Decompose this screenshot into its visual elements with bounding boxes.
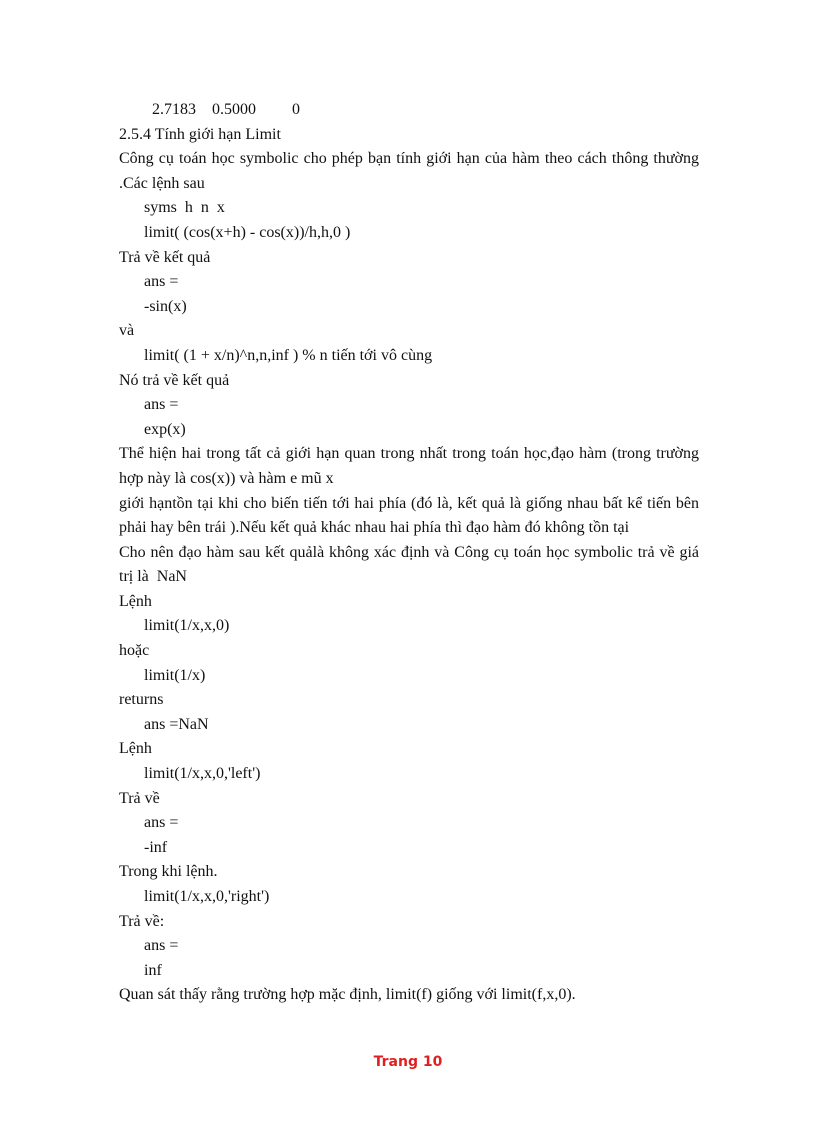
paragraph-line: trị là NaN — [119, 568, 187, 586]
paragraph-line: Lệnh — [119, 740, 152, 758]
paragraph-line: Trả về: — [119, 912, 165, 930]
code-line: limit(1/x,x,0) — [144, 617, 230, 635]
paragraph-line: .Các lệnh sau — [119, 174, 205, 192]
code-line: limit(1/x,x,0,'right') — [144, 888, 270, 905]
paragraph-line: Trả về — [119, 789, 160, 807]
paragraph-line: Quan sát thấy rằng trường hợp mặc định, limit(f) giống với limit(f,x,0). — [119, 986, 576, 1004]
paragraph-line: Lệnh — [119, 592, 152, 610]
code-line: ans = — [144, 937, 179, 955]
code-line: ans = — [144, 814, 179, 832]
paragraph-line: phải hay bên trái ).Nếu kết quả khác nhau hai phía thì đạo hàm đó không tồn tại — [119, 519, 630, 537]
code-line: ans = — [144, 396, 179, 414]
section-heading: 2.5.4 Tính giới hạn Limit — [119, 125, 281, 143]
code-line: ans = — [144, 273, 179, 291]
paragraph-line: hợp này là cos(x)) và hàm e mũ x — [119, 469, 334, 487]
page-number: Trang 10 — [373, 1054, 443, 1070]
code-line: limit(1/x) — [144, 666, 206, 684]
result-values-line: 2.7183 0.5000 0 — [152, 101, 300, 118]
code-line: -sin(x) — [144, 297, 187, 315]
paragraph-line: hoặc — [119, 642, 150, 660]
code-line: -inf — [144, 838, 168, 856]
code-line: limit( (1 + x/n)^n,n,inf ) % n tiến tới vô cùng — [144, 346, 433, 364]
document-body — [119, 98, 699, 1008]
paragraph-line: Cho nên đạo hàm sau kết quảlà không xác định và Công cụ toán học symbolic trả về giá — [119, 543, 699, 561]
paragraph-line: Trả về kết quả — [119, 248, 211, 266]
code-line: exp(x) — [144, 420, 186, 438]
paragraph-line: Công cụ toán học symbolic cho phép bạn tính giới hạn của hàm theo cách thông thường — [119, 150, 699, 168]
code-line: limit( (cos(x+h) - cos(x))/h,h,0 ) — [144, 223, 351, 241]
code-line: inf — [144, 961, 162, 979]
paragraph-line: Trong khi lệnh. — [119, 863, 218, 881]
code-line: syms h n x — [144, 199, 225, 217]
code-line: ans =NaN — [144, 715, 209, 733]
paragraph-line: Thể hiện hai trong tất cả giới hạn quan trong nhất trong toán học,đạo hàm (trong trường — [119, 445, 699, 463]
paragraph-line: giới hạntồn tại khi cho biến tiến tới hai phía (đó là, kết quả là giống nhau bất kể tiến bên — [119, 494, 699, 512]
paragraph-line: Nó trả về kết quả — [119, 371, 230, 389]
paragraph-line: và — [119, 322, 135, 340]
paragraph-line: returns — [119, 691, 164, 709]
code-line: limit(1/x,x,0,'left') — [144, 765, 261, 783]
